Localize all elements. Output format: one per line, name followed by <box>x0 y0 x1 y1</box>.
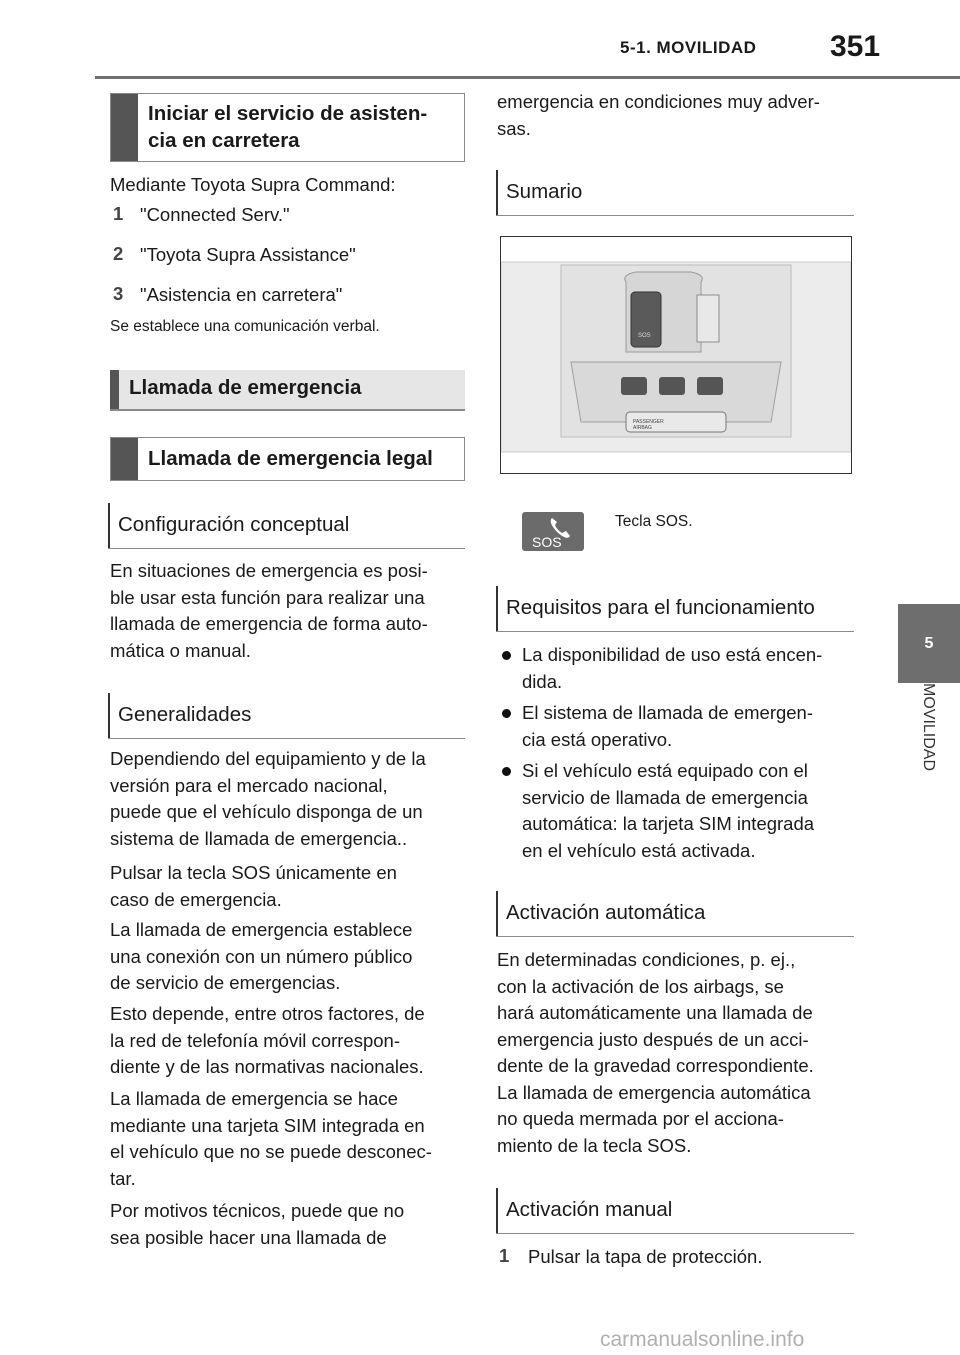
heading-iniciar-asistencia <box>110 93 465 162</box>
step-text: "Toyota Supra Assistance" <box>140 244 356 265</box>
line: tar. <box>110 1167 136 1189</box>
bullet-dot <box>502 709 511 718</box>
sos-icon-text: SOS <box>532 534 562 550</box>
line: El sistema de llamada de emergen- <box>522 702 814 723</box>
line: Si el vehículo está equipado con el <box>522 760 808 781</box>
overhead-console-illustration <box>501 237 851 473</box>
line: Esto depende, entre otros factores, de <box>110 1003 425 1024</box>
line: La llamada de emergencia establece <box>110 919 413 940</box>
general-paragraph-5 <box>110 1086 432 1192</box>
heading-activacion-automatica <box>496 891 854 937</box>
page-number: 351 <box>830 30 881 63</box>
line: versión para el mercado nacional, <box>110 774 388 796</box>
line: la red de telefonía móvil correspon- <box>110 1029 400 1051</box>
line: no queda mermada por el acciona- <box>497 1108 784 1129</box>
heading-sumario-text: Sumario <box>506 180 583 203</box>
auto-paragraph <box>497 947 814 1159</box>
chapter-label-text: MOVILIDAD <box>920 683 937 772</box>
line: el vehículo que no se puede desconec- <box>110 1141 432 1162</box>
heading-generalidades <box>108 693 465 739</box>
line: dente de la gravedad correspondiente. <box>497 1055 814 1076</box>
step-number: 3 <box>113 283 124 304</box>
line: Dependiendo del equipamiento y de la <box>110 748 426 769</box>
heading-llamada-text: Llamada de emergencia <box>129 376 362 399</box>
passenger-label: PASSENGER <box>633 419 664 425</box>
bullet-item <box>522 700 813 753</box>
line: sea posible hacer una llamada de <box>110 1226 387 1248</box>
general-paragraph-4 <box>110 1001 425 1081</box>
note-text: Se establece una comunicación verbal. <box>110 318 380 335</box>
line: servicio de llamada de emergencia <box>522 786 808 808</box>
bullet-dot <box>502 651 511 660</box>
line: En situaciones de emergencia es posi- <box>110 560 428 581</box>
line: La llamada de emergencia se hace <box>110 1088 398 1109</box>
line: emergencia justo después de un acci- <box>497 1028 809 1050</box>
general-paragraph-6 <box>110 1198 404 1251</box>
heading-iniciar-l2: cia en carretera <box>148 129 300 152</box>
step-number: 1 <box>499 1245 510 1266</box>
line: miento de la tecla SOS. <box>497 1134 692 1156</box>
chapter-label <box>898 683 960 823</box>
overhead-console-figure <box>500 236 852 474</box>
heading-config-text: Configuración conceptual <box>118 513 350 536</box>
heading-llamada-emergencia <box>110 370 465 411</box>
heading-iniciar-l1: Iniciar el servicio de asisten- <box>148 102 428 125</box>
heading-general-text: Generalidades <box>118 703 252 726</box>
line: sistema de llamada de emergencia.. <box>110 827 408 849</box>
line: emergencia en condiciones muy adver- <box>497 91 820 112</box>
intro-text: Mediante Toyota Supra Command: <box>110 174 396 195</box>
heading-legal-text: Llamada de emergencia legal <box>148 447 433 470</box>
line: cia está operativo. <box>522 728 673 750</box>
bullet-item <box>522 642 822 695</box>
line: automática: la tarjeta SIM integrada <box>522 813 815 834</box>
line: caso de emergencia. <box>110 888 282 910</box>
heading-llamada-legal <box>110 437 465 481</box>
line: sas. <box>497 117 531 139</box>
step-number: 1 <box>113 203 124 224</box>
heading-sumario <box>496 170 854 216</box>
line: La llamada de emergencia automática <box>497 1081 811 1103</box>
sos-phone-icon <box>522 512 584 551</box>
line: puede que el vehículo disponga de un <box>110 801 423 822</box>
line: llamada de emergencia de forma auto- <box>110 613 428 634</box>
bullet-item <box>522 758 814 864</box>
heading-auto-text: Activación automática <box>506 901 706 924</box>
heading-configuracion <box>108 503 465 549</box>
sos-button-label: SOS <box>638 333 651 339</box>
section-title: 5-1. MOVILIDAD <box>620 38 757 57</box>
step-text: Pulsar la tapa de protección. <box>528 1246 763 1267</box>
heading-requisitos-text: Requisitos para el funcionamiento <box>506 596 815 619</box>
step-text: "Connected Serv." <box>140 204 290 225</box>
line: diente y de las normativas nacionales. <box>110 1056 424 1077</box>
airbag-label: AIRBAG <box>633 425 652 431</box>
line: Por motivos técnicos, puede que no <box>110 1200 405 1221</box>
line: Pulsar la tecla SOS únicamente en <box>110 862 397 883</box>
sos-caption: Tecla SOS. <box>615 513 693 530</box>
line: ble usar esta función para realizar una <box>110 586 425 608</box>
step-number: 2 <box>113 243 124 264</box>
line: una conexión con un número público <box>110 945 413 967</box>
heading-activacion-manual <box>496 1188 854 1234</box>
line: En determinadas condiciones, p. ej., <box>497 949 796 970</box>
chapter-tab: 5 <box>898 604 960 683</box>
line: de servicio de emergencias. <box>110 972 341 993</box>
continued-paragraph <box>497 89 820 142</box>
watermark: carmanualsonline.info <box>600 1328 805 1351</box>
line: con la activación de los airbags, se <box>497 975 784 997</box>
line: La disponibilidad de uso está encen- <box>522 644 823 665</box>
general-paragraph-3 <box>110 917 412 997</box>
general-paragraph-2 <box>110 860 397 913</box>
header-rule <box>95 76 960 79</box>
heading-manual-text: Activación manual <box>506 1198 673 1221</box>
line: dida. <box>522 670 563 692</box>
config-paragraph <box>110 558 428 664</box>
bullet-dot <box>502 767 511 776</box>
line: en el vehículo está activada. <box>522 839 756 861</box>
line: mática o manual. <box>110 639 251 661</box>
line: mediante una tarjeta SIM integrada en <box>110 1114 425 1136</box>
line: hará automáticamente una llamada de <box>497 1002 813 1023</box>
step-text: "Asistencia en carretera" <box>140 284 343 305</box>
heading-requisitos <box>496 586 854 632</box>
general-paragraph-1 <box>110 746 426 852</box>
